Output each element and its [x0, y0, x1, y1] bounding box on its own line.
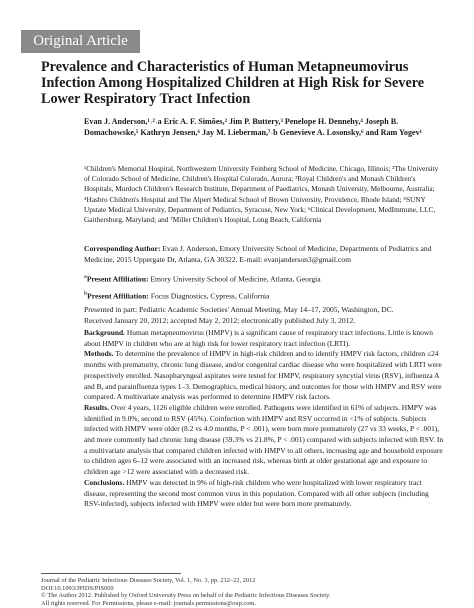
- conclusions-text: HMPV was detected in 9% of high-risk children who were hospitalized with lower respiratory tract disease, representing the second most common virus in this population. Compared with all other subjects (including RSV-infected), subjects infected with HMPV were older but were born more prematurely.: [84, 477, 429, 509]
- journal-footer: [41, 577, 441, 608]
- doi: DOI:10.1093/JPIDS/PIS069: [41, 584, 114, 592]
- abstract-methods: [84, 349, 444, 403]
- present-a-label: Present Affiliation:: [86, 274, 149, 284]
- present-b-label: Present Affiliation:: [87, 291, 149, 301]
- corresponding-label: Corresponding Author:: [84, 244, 161, 253]
- present-affiliation-b: [84, 289, 444, 302]
- abstract: [84, 328, 444, 510]
- corresponding-author: [84, 244, 444, 266]
- abstract-results: [84, 403, 444, 478]
- results-text: Over 4 years, 1126 eligible children were enrolled. Pathogens were identified in 61% of subjects. HMPV was identified in 9.0%, second to RSV (45%). Coinfection with HMPV and RSV occurred in <1% of subjects. Subjects infected with HMPV were older (8.2 vs 4.0 months, P < .001), were born more prematurely (27 vs 33 weeks, P < .001), and more commonly had chronic lung disease (59.3% vs 21.8%, P < .001) compared with subjects infected with RSV. In a multivariate analysis that compared children infected with HMPV to all others, increasing age and household exposure to children ages 6–12 were associated with an increased risk, whereas birth at older gestational age and exposure to children age >12 were associated with a decreased risk.: [84, 402, 444, 477]
- article-type-banner: Original Article: [21, 30, 140, 53]
- footer-divider: [41, 573, 181, 574]
- abstract-background: [84, 328, 444, 349]
- methods-text: To determine the prevalence of HMPV in high-risk children and to identify HMPV risk factors, children ≤24 months with prematurity, chronic lung disease, and/or congenital cardiac disease who were hospitalized with LRTI were prospectively enrolled. Nasopharyngeal aspirates were tested for HMPV, respiratory syncytial virus (RSV), influenza A and B, and parainfluenza types 1–3. Demographics, medical history, and outcomes for those with HMPV and RSV were compared. A multivariate analysis was performed to determine HMPV risk factors.: [84, 349, 442, 402]
- presented-note: Presented in part: Pediatric Academic Societies' Annual Meeting, May 14–17, 2005, Washington, DC.: [84, 305, 394, 314]
- present-b-marker: b: [84, 290, 88, 297]
- rights: All rights reserved. For Permissions, please e-mail: journals.permissions@oup.com.: [41, 600, 256, 608]
- affiliations: ¹Children's Memorial Hospital, Northwestern University Feinberg School of Medicine, Chicago, Illinois; ²The University of Colorado School of Medicine, Children's Hospital Colorado, Aurora; ³Royal Children's and Monash Children's Hospitals, Murdoch Children's Research Institute, Department of Paediatrics, Monash University, Melbourne, Australia; ⁴Hasbro Children's Hospital and The Alpert Medical School of Brown University, Providence, Rhode Island; ⁵SUNY Upstate Medical University, Department of Pediatrics, Syracuse, New York; ⁶Clinical Development, MedImmune, LLC, Gaithersburg, Maryland; and ⁷Miller Children's Hospital, Long Beach, California: [84, 164, 439, 225]
- present-affiliation-a: [84, 272, 444, 285]
- background-text: Human metapneumovirus (HMPV) is a significant cause of respiratory tract infections. Little is known about HMPV in children who are at high risk for lower respiratory tract infection (LRTI).: [84, 328, 433, 348]
- present-a-text: Emory University School of Medicine, Atlanta, Georgia: [148, 274, 321, 284]
- copyright: © The Author 2012. Published by Oxford University Press on behalf of the Pediatric Infectious Diseases Society.: [41, 592, 331, 600]
- background-label: Background.: [84, 328, 125, 337]
- conclusions-label: Conclusions.: [84, 477, 125, 487]
- present-a-marker: a: [84, 273, 87, 280]
- received-dates: Received January 20, 2012; accepted May 2, 2012; electronically published July 3, 2012.: [84, 316, 356, 325]
- author-list: Evan J. Anderson,¹˒²˒a Eric A. F. Simões,² Jim P. Buttery,³ Penelope H. Dennehy,⁴ Joseph B. Domachowske,⁵ Kathryn Jensen,⁶ Jay M. Lieberman,⁷˒b Genevieve A. Losonsky,⁶ and Ram Yogev¹: [84, 117, 423, 138]
- abstract-conclusions: [84, 478, 444, 510]
- present-b-text: Focus Diagnostics, Cypress, California: [148, 291, 270, 301]
- corresponding-text: Evan J. Anderson, Emory University School of Medicine, Departments of Pediatrics and Medicine, 2015 Uppergate Dr, Atlanta, GA 30322. E-mail: evanjanderson3@gmail.com: [84, 244, 432, 264]
- methods-label: Methods.: [84, 349, 114, 359]
- results-label: Results.: [84, 402, 109, 412]
- journal-citation: Journal of the Pediatric Infectious Diseases Society, Vol. 1, No. 3, pp. 212–22, 2012: [41, 577, 256, 584]
- article-title: Prevalence and Characteristics of Human Metapneumovirus Infection Among Hospitalized Children at High Risk for Severe Lower Respiratory Tract Infection: [41, 59, 425, 107]
